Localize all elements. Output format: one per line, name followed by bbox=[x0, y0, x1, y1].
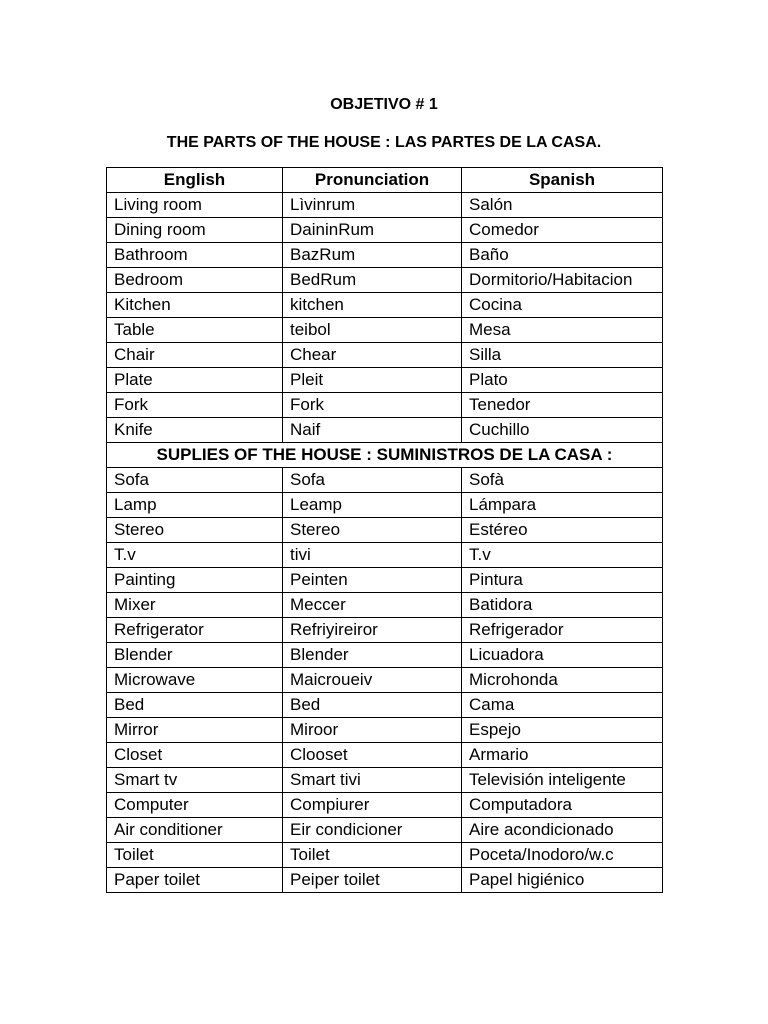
cell-english: Blender bbox=[107, 643, 283, 668]
cell-pronunciation: Stereo bbox=[283, 518, 462, 543]
cell-english: Smart tv bbox=[107, 768, 283, 793]
cell-english: Closet bbox=[107, 743, 283, 768]
cell-pronunciation: Peinten bbox=[283, 568, 462, 593]
cell-spanish: Computadora bbox=[462, 793, 663, 818]
table-header-row bbox=[107, 168, 663, 193]
table-row bbox=[107, 643, 663, 668]
cell-spanish: Cuchillo bbox=[462, 418, 663, 443]
cell-pronunciation: tivi bbox=[283, 543, 462, 568]
cell-spanish: Comedor bbox=[462, 218, 663, 243]
table-row bbox=[107, 743, 663, 768]
table-row bbox=[107, 693, 663, 718]
cell-pronunciation: Leamp bbox=[283, 493, 462, 518]
table-row bbox=[107, 393, 663, 418]
table-row bbox=[107, 493, 663, 518]
table-row bbox=[107, 618, 663, 643]
cell-pronunciation: Chear bbox=[283, 343, 462, 368]
cell-spanish: Microhonda bbox=[462, 668, 663, 693]
cell-pronunciation: Miroor bbox=[283, 718, 462, 743]
subsection-title: SUPLIES OF THE HOUSE : SUMINISTROS DE LA CASA : bbox=[107, 443, 663, 468]
cell-pronunciation: BedRum bbox=[283, 268, 462, 293]
vocabulary-table bbox=[106, 167, 663, 893]
table-row bbox=[107, 868, 663, 893]
table-row bbox=[107, 368, 663, 393]
cell-english: Air conditioner bbox=[107, 818, 283, 843]
cell-english: Painting bbox=[107, 568, 283, 593]
cell-english: Microwave bbox=[107, 668, 283, 693]
table-row bbox=[107, 418, 663, 443]
cell-english: Bedroom bbox=[107, 268, 283, 293]
cell-pronunciation: Maicroueiv bbox=[283, 668, 462, 693]
cell-english: Living room bbox=[107, 193, 283, 218]
cell-pronunciation: BazRum bbox=[283, 243, 462, 268]
cell-pronunciation: Peiper toilet bbox=[283, 868, 462, 893]
cell-english: T.v bbox=[107, 543, 283, 568]
table-row bbox=[107, 768, 663, 793]
cell-pronunciation: DaininRum bbox=[283, 218, 462, 243]
cell-spanish: Refrigerador bbox=[462, 618, 663, 643]
table-row bbox=[107, 593, 663, 618]
table-row bbox=[107, 268, 663, 293]
section-title: THE PARTS OF THE HOUSE : LAS PARTES DE LA CASA. bbox=[166, 134, 602, 151]
cell-pronunciation: Lìvinrum bbox=[283, 193, 462, 218]
table-row bbox=[107, 843, 663, 868]
cell-spanish: Pintura bbox=[462, 568, 663, 593]
cell-english: Bed bbox=[107, 693, 283, 718]
cell-spanish: Baño bbox=[462, 243, 663, 268]
cell-english: Kitchen bbox=[107, 293, 283, 318]
table-row bbox=[107, 718, 663, 743]
cell-english: Dining room bbox=[107, 218, 283, 243]
cell-pronunciation: Blender bbox=[283, 643, 462, 668]
cell-spanish: Televisión inteligente bbox=[462, 768, 663, 793]
cell-pronunciation: Clooset bbox=[283, 743, 462, 768]
cell-pronunciation: Fork bbox=[283, 393, 462, 418]
table-row bbox=[107, 543, 663, 568]
table-row bbox=[107, 343, 663, 368]
cell-english: Chair bbox=[107, 343, 283, 368]
cell-pronunciation: Naif bbox=[283, 418, 462, 443]
cell-pronunciation: kitchen bbox=[283, 293, 462, 318]
cell-spanish: Licuadora bbox=[462, 643, 663, 668]
cell-spanish: T.v bbox=[462, 543, 663, 568]
cell-spanish: Espejo bbox=[462, 718, 663, 743]
cell-english: Stereo bbox=[107, 518, 283, 543]
cell-english: Refrigerator bbox=[107, 618, 283, 643]
cell-pronunciation: Eir condicioner bbox=[283, 818, 462, 843]
header-spanish: Spanish bbox=[462, 168, 663, 193]
cell-english: Lamp bbox=[107, 493, 283, 518]
table-row bbox=[107, 668, 663, 693]
cell-spanish: Armario bbox=[462, 743, 663, 768]
cell-pronunciation: teibol bbox=[283, 318, 462, 343]
cell-english: Fork bbox=[107, 393, 283, 418]
cell-spanish: Aire acondicionado bbox=[462, 818, 663, 843]
cell-pronunciation: Refriyireiror bbox=[283, 618, 462, 643]
cell-spanish: Cama bbox=[462, 693, 663, 718]
objective-title: OBJETIVO # 1 bbox=[330, 96, 438, 113]
cell-spanish: Poceta/Inodoro/w.c bbox=[462, 843, 663, 868]
header-english: English bbox=[107, 168, 283, 193]
cell-english: Mixer bbox=[107, 593, 283, 618]
cell-spanish: Plato bbox=[462, 368, 663, 393]
cell-spanish: Mesa bbox=[462, 318, 663, 343]
cell-spanish: Estéreo bbox=[462, 518, 663, 543]
table-body bbox=[107, 193, 663, 893]
cell-spanish: Lámpara bbox=[462, 493, 663, 518]
table-row bbox=[107, 518, 663, 543]
cell-english: Mirror bbox=[107, 718, 283, 743]
cell-pronunciation: Sofa bbox=[283, 468, 462, 493]
header-pronunciation: Pronunciation bbox=[283, 168, 462, 193]
cell-spanish: Papel higiénico bbox=[462, 868, 663, 893]
cell-pronunciation: Bed bbox=[283, 693, 462, 718]
cell-english: Paper toilet bbox=[107, 868, 283, 893]
cell-pronunciation: Toilet bbox=[283, 843, 462, 868]
table-row bbox=[107, 468, 663, 493]
subsection-row bbox=[107, 443, 663, 468]
cell-spanish: Cocina bbox=[462, 293, 663, 318]
table-row bbox=[107, 318, 663, 343]
cell-spanish: Sofà bbox=[462, 468, 663, 493]
table-row bbox=[107, 293, 663, 318]
table-row bbox=[107, 818, 663, 843]
cell-spanish: Dormitorio/Habitacion bbox=[462, 268, 663, 293]
cell-english: Knife bbox=[107, 418, 283, 443]
cell-pronunciation: Compiurer bbox=[283, 793, 462, 818]
cell-english: Sofa bbox=[107, 468, 283, 493]
cell-english: Plate bbox=[107, 368, 283, 393]
cell-pronunciation: Meccer bbox=[283, 593, 462, 618]
cell-spanish: Batidora bbox=[462, 593, 663, 618]
table-row bbox=[107, 243, 663, 268]
cell-english: Table bbox=[107, 318, 283, 343]
cell-spanish: Tenedor bbox=[462, 393, 663, 418]
cell-english: Bathroom bbox=[107, 243, 283, 268]
cell-english: Toilet bbox=[107, 843, 283, 868]
table-row bbox=[107, 793, 663, 818]
table-row bbox=[107, 218, 663, 243]
table-row bbox=[107, 193, 663, 218]
cell-spanish: Salón bbox=[462, 193, 663, 218]
cell-pronunciation: Smart tivi bbox=[283, 768, 462, 793]
cell-pronunciation: Pleit bbox=[283, 368, 462, 393]
cell-spanish: Silla bbox=[462, 343, 663, 368]
table-row bbox=[107, 568, 663, 593]
cell-english: Computer bbox=[107, 793, 283, 818]
